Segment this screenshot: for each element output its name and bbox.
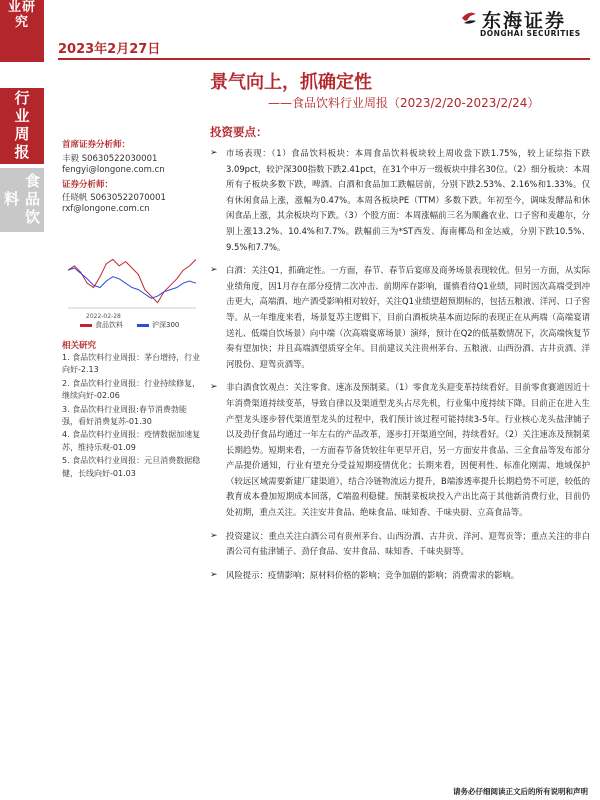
point-market-performance bbox=[210, 146, 590, 255]
sidebar-category: 行业周报 bbox=[0, 88, 44, 164]
related-item[interactable]: 3. 食品饮料行业周报:春节消费勃能强，看好消费复苏-01.30 bbox=[62, 404, 187, 427]
sidebar bbox=[0, 88, 44, 232]
related-item[interactable]: 4. 食品饮料行业周报：疫情数据加速复苏，维持乐观-01.09 bbox=[62, 430, 201, 452]
arrow-bullet-icon: ➢ bbox=[210, 569, 218, 580]
logo-text-cn: 东海证券 bbox=[482, 10, 567, 32]
legend-swatch-hs300 bbox=[137, 324, 149, 327]
report-title: 景气向上，抓确定性 bbox=[210, 72, 372, 93]
x-tick-label: 2022-02-28 bbox=[86, 313, 121, 320]
point-text: 白酒：关注Q1，抓确定性。一方面，春节、春节后宴席及商务场景表现较优。但另一方面，从实际业绩角度，因1月存在部分疫情二次冲击、前期库存影响，谨慎看待Q1业绩，同时因次高端受到冲击更大，高端酒、地产酒受影响相对较好，关注Q1业绩望超预期标的，包括五粮液、洋河、口子窖等。从一年维度来看，场景复苏主逻辑下，目前白酒板块基本面边际的表现正在从两端（高端宴请送礼、低端自饮场景）向中端（次高端宴席场景）演绎，预计在Q2的低基数情况下，次高端恢复节奏有望加快；并且高端酒望质穿全年。目前建议关注贵州茅台、五粮液、山西汾酒、古井贡酒、洋河股份、迎驾贡酒等。 bbox=[226, 265, 590, 369]
point-investment-advice bbox=[210, 529, 590, 560]
chief-analyst-email[interactable]: fengyi@longone.com.cn bbox=[62, 165, 165, 175]
logo-text-en: DONGHAI SECURITIES bbox=[480, 29, 581, 38]
legend-swatch-food bbox=[80, 324, 92, 327]
arrow-bullet-icon: ➢ bbox=[210, 265, 218, 276]
investment-points bbox=[210, 146, 590, 591]
chief-analyst-label: 首席证券分析师： bbox=[62, 140, 131, 150]
report-subtitle: ——食品饮料行业周报（2023/2/20-2023/2/24） bbox=[268, 96, 540, 110]
chart-legend bbox=[80, 320, 179, 330]
investment-points-title: 投资要点： bbox=[210, 125, 268, 139]
top-red-band bbox=[0, 0, 44, 62]
point-risk-warning bbox=[210, 568, 590, 584]
chief-analyst-name: 丰毅 S0630522030001 bbox=[62, 154, 158, 164]
related-research-title: 相关研究 bbox=[62, 341, 97, 351]
arrow-bullet-icon: ➢ bbox=[210, 530, 218, 541]
legend-label-hs300: 沪深300 bbox=[152, 321, 180, 329]
analyst-label: 证券分析师： bbox=[62, 180, 114, 190]
sidebar-sector: 食品饮料 bbox=[0, 168, 44, 232]
footer-disclaimer: 请务必仔细阅读正文后的所有说明和声明 bbox=[453, 787, 588, 796]
analyst-email[interactable]: rxf@longone.com.cn bbox=[62, 204, 150, 214]
related-item[interactable]: 1. 食品饮料行业周报：茅台增持，行业向好-2.13 bbox=[62, 353, 201, 375]
header-divider bbox=[58, 58, 590, 60]
company-logo bbox=[460, 6, 590, 40]
band-text: 业研究 bbox=[7, 0, 36, 30]
point-text: 投资建议：重点关注白酒公司有贵州茅台、山西汾酒、古井贡、洋河、迎驾贡等；重点关注的非白酒公司有盐津铺子、劲仔食品、安井食品、味知香、千味央厨等。 bbox=[226, 530, 590, 557]
related-research-list bbox=[62, 352, 202, 481]
point-text: 非白酒食饮观点：关注零食、速冻及预制菜。（1）零食龙头迎变革持续看好。目前零食赛道因近十年消费渠道持续变革，导致自律以及渠道型龙头占尽先机，行业集中度持续下降。目前正在进入生产型龙头逐步替代渠道型龙头的过程中，我们预计该过程可能持续3-5年。行业核心龙头盐津铺子以及劲仔食品均通过一年左右的产品改革，逐步打开渠道空间，持续看好。（2）关注速冻及预制菜长期趋势。短期来看，一方面春节备货较往年更早开启，另一方面安井食品、三全食品等发布部分产品提价通知，行业有望充分受益短期疫情优化；长期来看，因便利性、标准化刚需、地域保护（较远区域需要新建厂建渠道），结合冷链物流运力提升，B端渗透率提升长期趋势不可逆，较低的教育成本叠加短期成本回落，C端盈利稳健。预制菜板块投入产出比高于其他新消费行业，目前仍处初期，重点关注。关注安井食品、绝味食品、味知香、千味央厨、立高食品等。 bbox=[226, 382, 590, 518]
series-line-food-beverage bbox=[68, 259, 196, 302]
performance-chart bbox=[62, 250, 200, 320]
arrow-bullet-icon: ➢ bbox=[210, 148, 218, 158]
related-item[interactable]: 5. 食品饮料行业周报：元旦消费数据稳健，长线向好-01.03 bbox=[62, 456, 201, 478]
related-item[interactable]: 2. 食品饮料行业周报：行业持续修复，继续向好-02.06 bbox=[62, 378, 201, 401]
point-text: 风险提示：疫情影响；原材料价格的影响；竞争加剧的影响；消费需求的影响。 bbox=[226, 569, 520, 580]
analyst-name: 任晓帆 S0630522070001 bbox=[62, 193, 166, 203]
legend-item-food bbox=[80, 320, 123, 330]
point-text: 市场表现：（1）食品饮料板块：本周食品饮料板块较上周收盘下跌1.75%，较上证综指下跌3.09pct，较沪深300指数下跌2.41pct，在31个申万一级板块中排名30位。（2）细分板块：本周所有子板块多数下跌，啤酒、白酒和食品加工跌幅居前，分别下跌2.53%、2.16%和1.33%。仅有休闲食品上涨，涨幅为0.47%。本周各板块PE（TTM）多数下跌。年初至今，调味发酵品和休闲食品上涨，其余板块均下跌。（3）个股方面：本周涨幅前三名为顺鑫农业、口子窖和麦趣尔，分别上涨13.2%、10.4%和7.7%。跌幅前三为*ST西发、海南椰岛和金达威，分别下跌10.5%、9.5%和7.7%。 bbox=[226, 148, 590, 252]
report-date: 2023年2月27日 bbox=[58, 42, 161, 57]
point-baijiu bbox=[210, 263, 590, 372]
legend-label-food: 食品饮料 bbox=[95, 321, 123, 329]
point-non-baijiu bbox=[210, 380, 590, 520]
arrow-bullet-icon: ➢ bbox=[210, 382, 218, 393]
legend-item-hs300 bbox=[137, 320, 179, 330]
logo-mark-icon bbox=[460, 9, 478, 27]
